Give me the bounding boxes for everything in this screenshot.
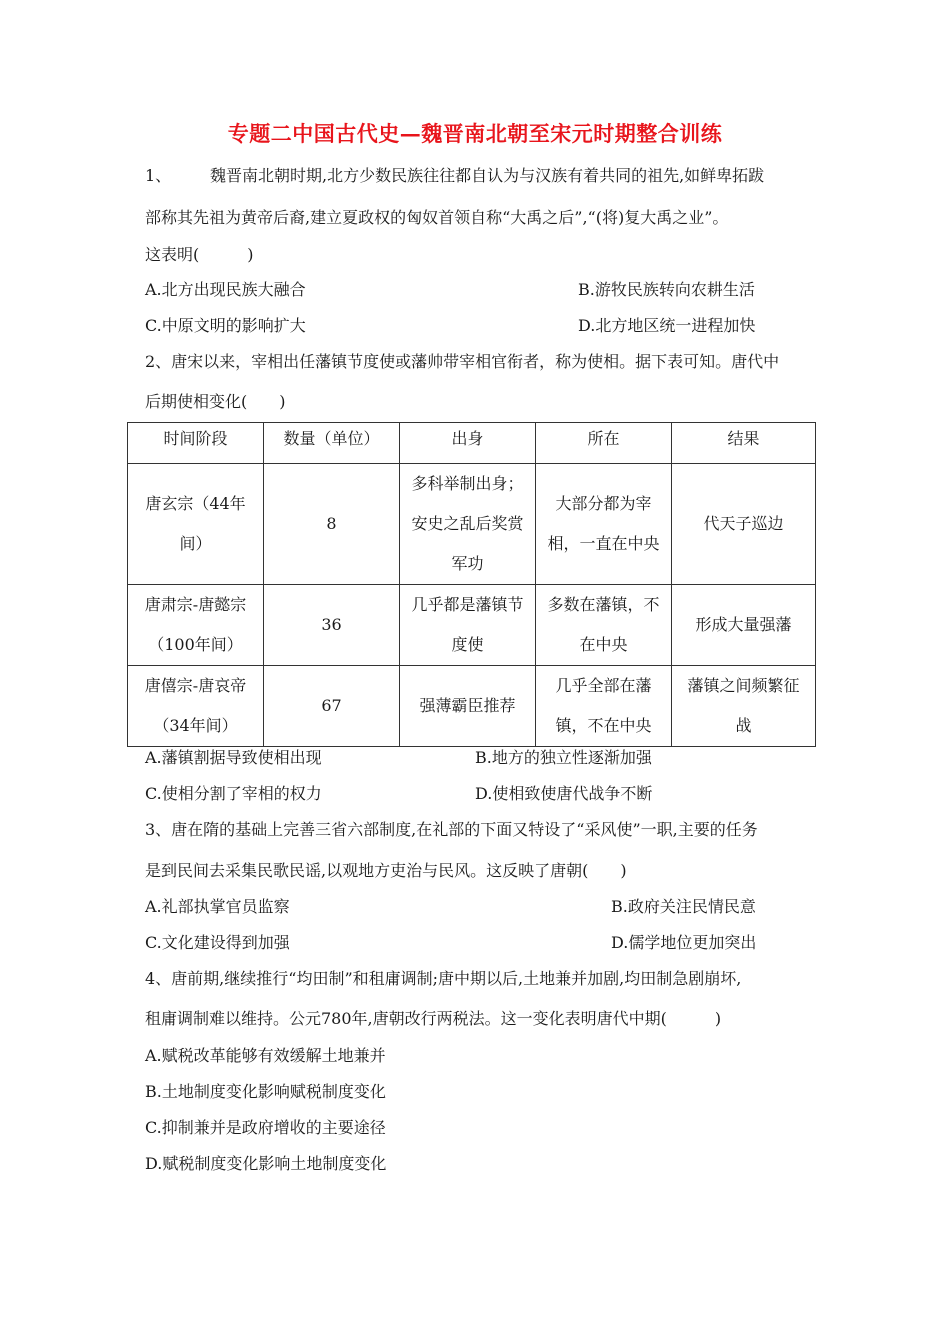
table-cell: 形成大量强藩	[672, 585, 816, 666]
table-cell: 藩镇之间频繁征战	[672, 666, 816, 747]
table-cell: 唐僖宗-唐哀帝（34年间）	[128, 666, 264, 747]
table-header-cell: 结果	[672, 423, 816, 464]
table-cell: 多数在藩镇，不在中央	[536, 585, 672, 666]
document-title: 专题二中国古代史—魏晋南北朝至宋元时期整合训练	[227, 121, 723, 146]
q1-option-d[interactable]: D.北方地区统一进程加快	[578, 316, 756, 335]
table-cell: 8	[264, 464, 400, 585]
table-cell: 大部分都为宰相，一直在中央	[536, 464, 672, 585]
table-header-row	[128, 423, 816, 464]
table-header-cell: 时间阶段	[128, 423, 264, 464]
table-header-cell: 所在	[536, 423, 672, 464]
q4-line-1: 4、唐前期,继续推行“均田制”和租庸调制;唐中期以后,土地兼并加剧,均田制急剧崩坏,	[145, 969, 742, 988]
q2-line-1: 2、唐宋以来，宰相出任藩镇节度使或藩帅带宰相官衔者，称为使相。据下表可知。唐代中	[145, 352, 780, 371]
table-header-cell: 出身	[400, 423, 536, 464]
q3-option-c[interactable]: C.文化建设得到加强	[145, 933, 290, 952]
table-cell: 36	[264, 585, 400, 666]
table-cell: 几乎都是藩镇节度使	[400, 585, 536, 666]
q1-line-1	[145, 163, 764, 186]
q1-option-a[interactable]: A.北方出现民族大融合	[145, 280, 306, 299]
q2-option-d[interactable]: D.使相致使唐代战争不断	[475, 784, 653, 803]
q2-option-c[interactable]: C.使相分割了宰相的权力	[145, 784, 322, 803]
q4-option-b[interactable]: B.土地制度变化影响赋税制度变化	[145, 1082, 386, 1101]
q4-option-d[interactable]: D.赋税制度变化影响土地制度变化	[145, 1154, 387, 1173]
q3-option-a[interactable]: A.礼部执掌官员监察	[145, 897, 290, 916]
table-cell: 几乎全部在藩镇，不在中央	[536, 666, 672, 747]
q3-line-1: 3、唐在隋的基础上完善三省六部制度,在礼部的下面又特设了“采风使”一职,主要的任务	[145, 820, 758, 839]
q4-line-2: 租庸调制难以维持。公元780年,唐朝改行两税法。这一变化表明唐代中期( )	[145, 1009, 722, 1028]
table-row	[128, 666, 816, 747]
table-header-cell: 数量（单位）	[264, 423, 400, 464]
table-row	[128, 464, 816, 585]
q3-line-2: 是到民间去采集民歌民谣,以观地方吏治与民风。这反映了唐朝( )	[145, 861, 627, 880]
table-cell: 67	[264, 666, 400, 747]
q1-text-1: 魏晋南北朝时期,北方少数民族往往都自认为与汉族有着共同的祖先,如鲜卑拓跋	[210, 166, 765, 185]
q3-option-b[interactable]: B.政府关注民情民意	[611, 897, 756, 916]
table-cell: 唐玄宗（44年间）	[128, 464, 264, 585]
q4-option-c[interactable]: C.抑制兼并是政府增收的主要途径	[145, 1118, 386, 1137]
table-cell: 强薄霸臣推荐	[400, 666, 536, 747]
table-cell: 代天子巡边	[672, 464, 816, 585]
q1-line-3: 这表明( )	[145, 245, 254, 264]
q2-line-2: 后期使相变化( )	[145, 392, 286, 411]
q1-number: 1、	[145, 166, 172, 185]
table-row	[128, 585, 816, 666]
q3-option-d[interactable]: D.儒学地位更加突出	[611, 933, 757, 952]
q2-option-a[interactable]: A.藩镇割据导致使相出现	[145, 748, 322, 767]
table-cell: 唐肃宗-唐懿宗（100年间）	[128, 585, 264, 666]
q1-line-2: 部称其先祖为黄帝后裔,建立夏政权的匈奴首领自称“大禹之后”,“(将)复大禹之业”。	[145, 208, 729, 227]
table-cell: 多科举制出身；安史之乱后奖赏军功	[400, 464, 536, 585]
q1-option-b[interactable]: B.游牧民族转向农耕生活	[578, 280, 755, 299]
q1-option-c[interactable]: C.中原文明的影响扩大	[145, 316, 306, 335]
q2-option-b[interactable]: B.地方的独立性逐渐加强	[475, 748, 652, 767]
shixiang-table	[127, 422, 816, 747]
q4-option-a[interactable]: A.赋税改革能够有效缓解土地兼并	[145, 1046, 386, 1065]
